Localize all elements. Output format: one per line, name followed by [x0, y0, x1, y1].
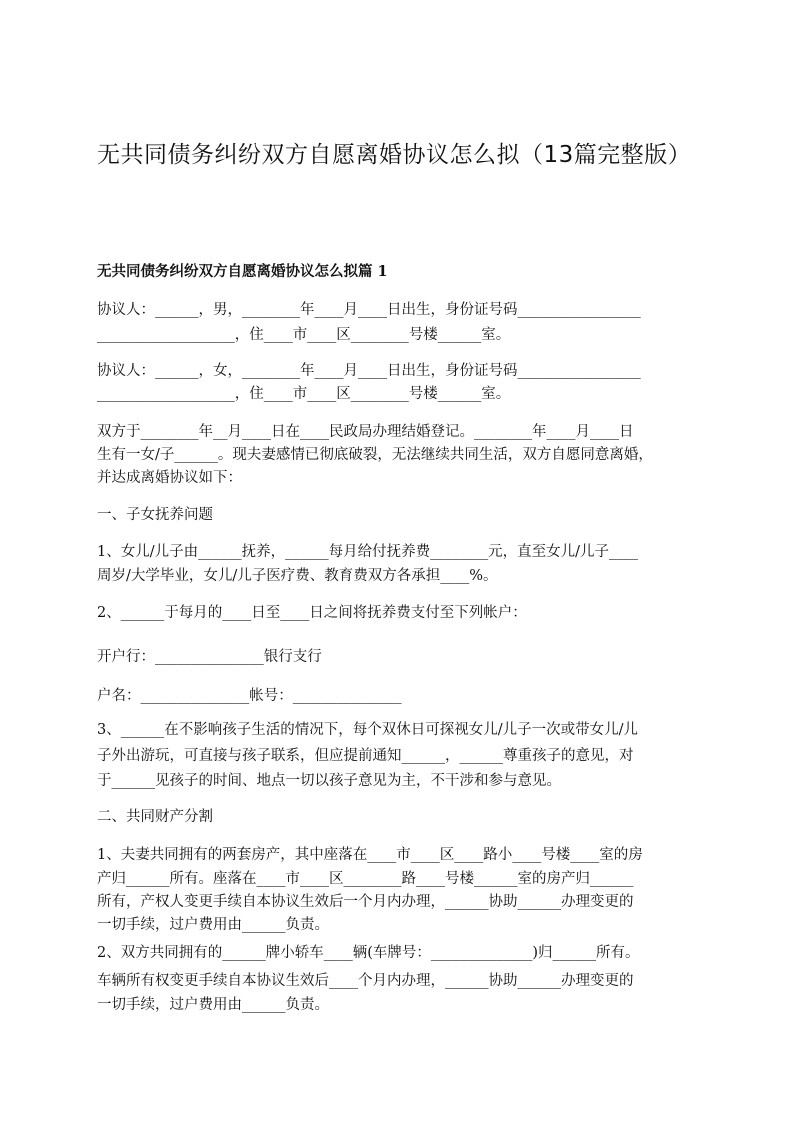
paragraph-line: ___________________，住____市____区________号楼______室。: [97, 327, 511, 343]
paragraph-line: 1、女儿/儿子由______抚养，______每月给付抚养费________元，直至女儿/儿子____: [97, 544, 638, 560]
paragraph-line: 2、双方共同拥有的______牌小轿车____辆(车牌号：______________)归______所有。: [97, 945, 640, 961]
paragraph-line: 户名：_______________帐号：_______________: [97, 688, 402, 704]
paragraph-line: 车辆所有权变更手续自本协议生效后____个月内办理，______协助______办理变更的: [97, 973, 634, 989]
subsection-heading: 二、共同财产分割: [97, 809, 213, 825]
paragraph-line: 协议人：______，女，________年____月____日出生，身份证号码_________________: [97, 363, 641, 379]
paragraph-line: 1、夫妻共同拥有的两套房产，其中座落在____市____区____路小____号楼____室的房: [97, 847, 643, 863]
paragraph-line: 开户行：_______________银行支行: [97, 649, 322, 665]
paragraph-line: 3、______在不影响孩子生活的情况下，每个双休日可探视女儿/儿子一次或带女儿/儿: [97, 722, 638, 738]
paragraph-line: 协议人：______，男，________年____月____日出生，身份证号码_________________: [97, 302, 641, 318]
paragraph-line: 所有，产权人变更手续自本协议生效后一个月内办理，______协助______办理变更的: [97, 894, 634, 910]
document-title: 无共同债务纠纷双方自愿离婚协议怎么拟（13篇完整版）: [97, 142, 692, 168]
paragraph-line: 生有一女/子______。现夫妻感情已彻底破裂，无法继续共同生活，双方自愿同意离婚，: [97, 447, 653, 463]
paragraph-line: 周岁/大学毕业，女儿/儿子医疗费、教育费双方各承担____%。: [97, 568, 498, 584]
paragraph-line: 产归______所有。座落在____市____区________路____号楼______室的房产归______: [97, 871, 634, 887]
paragraph-line: 一切手续，过户费用由______负责。: [97, 917, 329, 933]
paragraph-line: 并达成离婚协议如下：: [97, 470, 242, 486]
section-heading: 无共同债务纠纷双方自愿离婚协议怎么拟篇 1: [97, 263, 388, 280]
paragraph-line: ___________________，住____市____区________号楼______室。: [97, 386, 511, 402]
paragraph-line: 2、______于每月的____日至____日之间将抚养费支付至下列帐户：: [97, 605, 527, 621]
paragraph-line: 子外出游玩，可直接与孩子联系，但应提前通知______，______尊重孩子的意见，对: [97, 748, 634, 764]
paragraph-line: 于______见孩子的时间、地点一切以孩子意见为主，不干涉和参与意见。: [97, 773, 561, 789]
paragraph-line: 一切手续，过户费用由______负责。: [97, 997, 329, 1013]
subsection-heading: 一、子女抚养问题: [97, 507, 213, 523]
paragraph-line: 双方于________年__月____日在____民政局办理结婚登记。________年____月____日: [97, 424, 634, 440]
